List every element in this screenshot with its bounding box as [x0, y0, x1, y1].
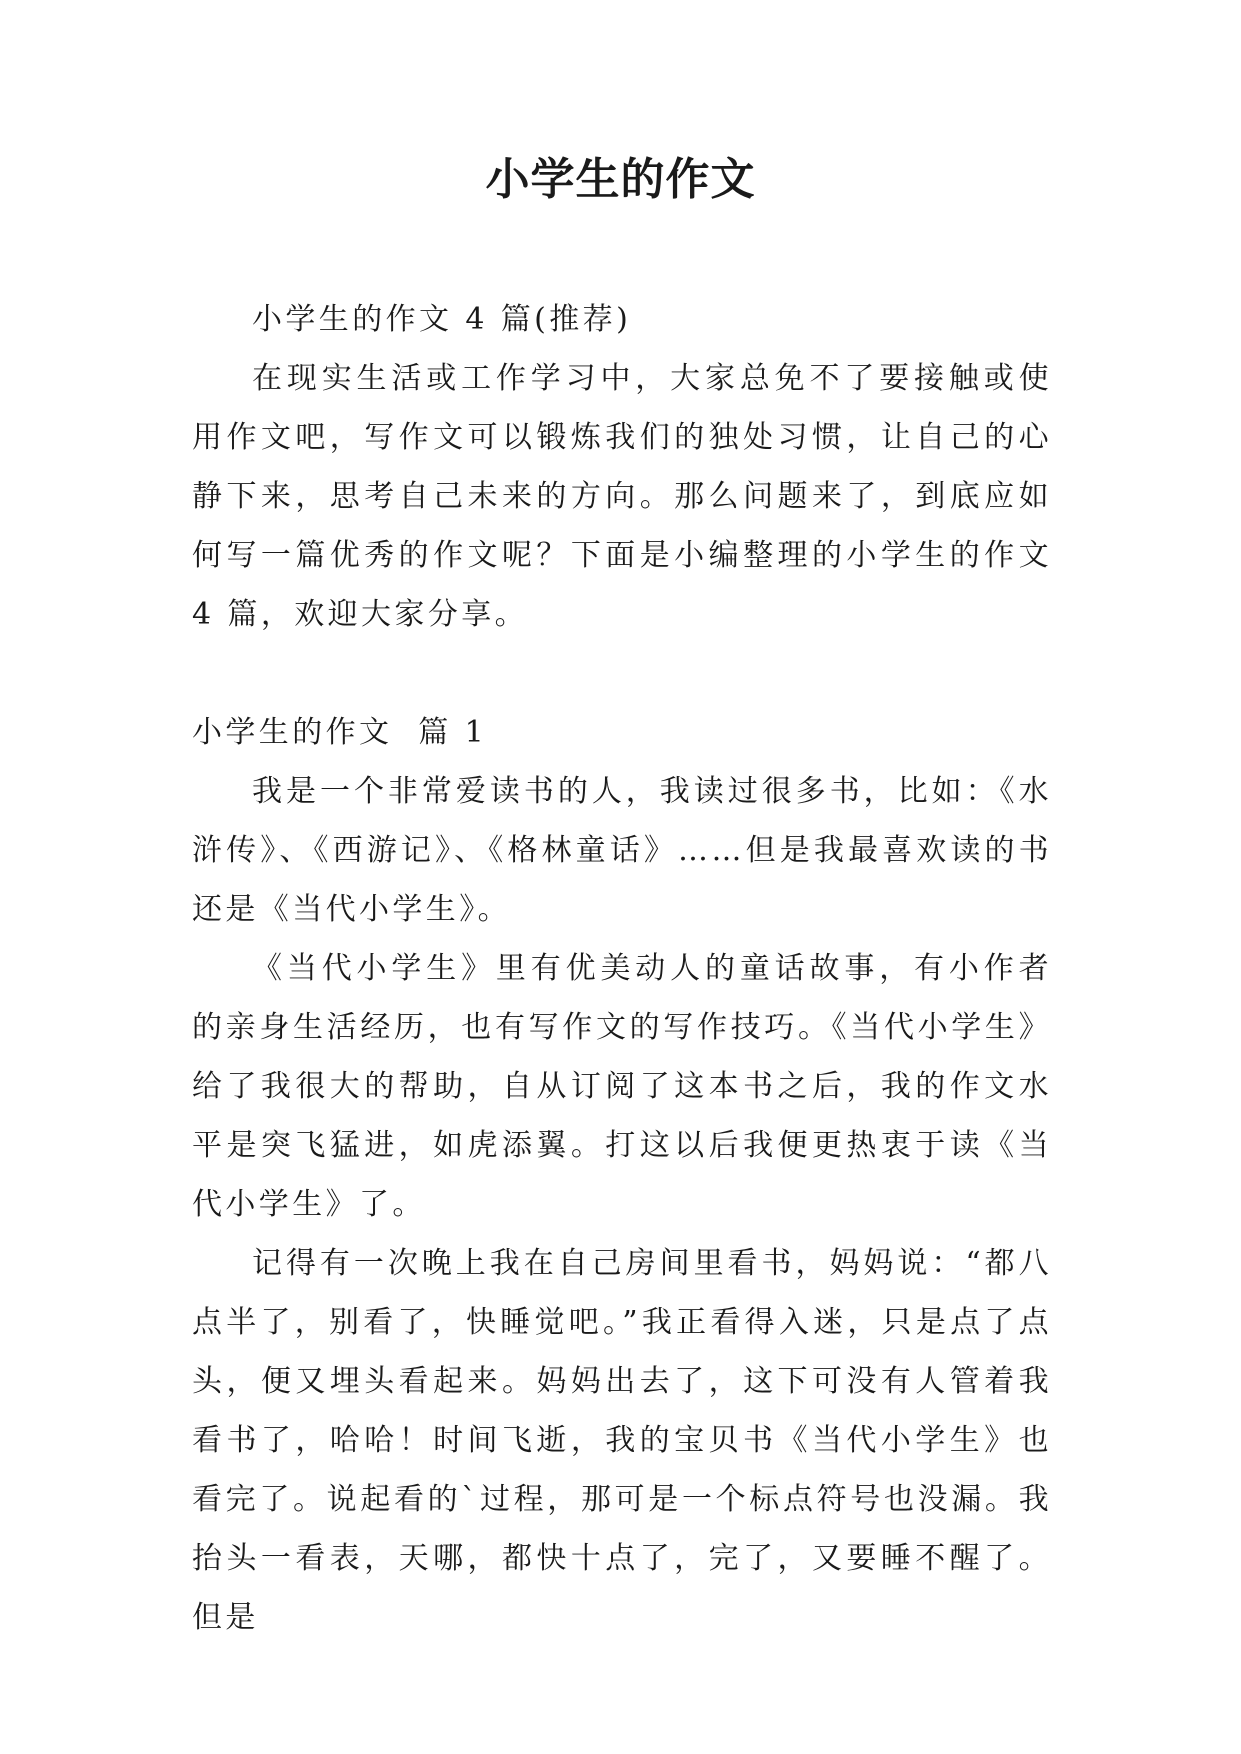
section-heading: 小学生的作文 篇 1: [192, 715, 488, 750]
document-title: 小学生的作文: [485, 154, 756, 205]
body-paragraph: 我是一个非常爱读书的人，我读过很多书，比如：《水浒传》、《西游记》、《格林童话》……但是我最喜欢读的书还是《当代小学生》。: [192, 774, 1052, 927]
body-paragraph: 记得有一次晚上我在自己房间里看书，妈妈说：“都八点半了，别看了，快睡觉吧。”我正看得入迷，只是点了点头，便又埋头看起来。妈妈出去了，这下可没有人管着我看书了，哈哈！时间飞逝，我的宝贝书《当代小学生》也看完了。说起看的`过程，那可是一个标点符号也没漏。我抬头一看表，天哪，都快十点了，完了，又要睡不醒了。但是: [192, 1246, 1052, 1635]
section-spacer: [192, 644, 1052, 703]
body-paragraph: 《当代小学生》里有优美动人的童话故事，有小作者的亲身生活经历，也有写作文的写作技巧。《当代小学生》给了我很大的帮助，自从订阅了这本书之后，我的作文水平是突飞猛进，如虎添翼。打这以后我便更热衷于读《当代小学生》了。: [192, 951, 1052, 1222]
document-body: [192, 290, 1052, 1647]
document-subtitle: 小学生的作文 4 篇(推荐): [252, 302, 632, 337]
intro-paragraph: 在现实生活或工作学习中，大家总免不了要接触或使用作文吧，写作文可以锻炼我们的独处习惯，让自己的心静下来，思考自己未来的方向。那么问题来了，到底应如何写一篇优秀的作文呢？下面是小编整理的小学生的作文 4 篇，欢迎大家分享。: [192, 361, 1052, 632]
